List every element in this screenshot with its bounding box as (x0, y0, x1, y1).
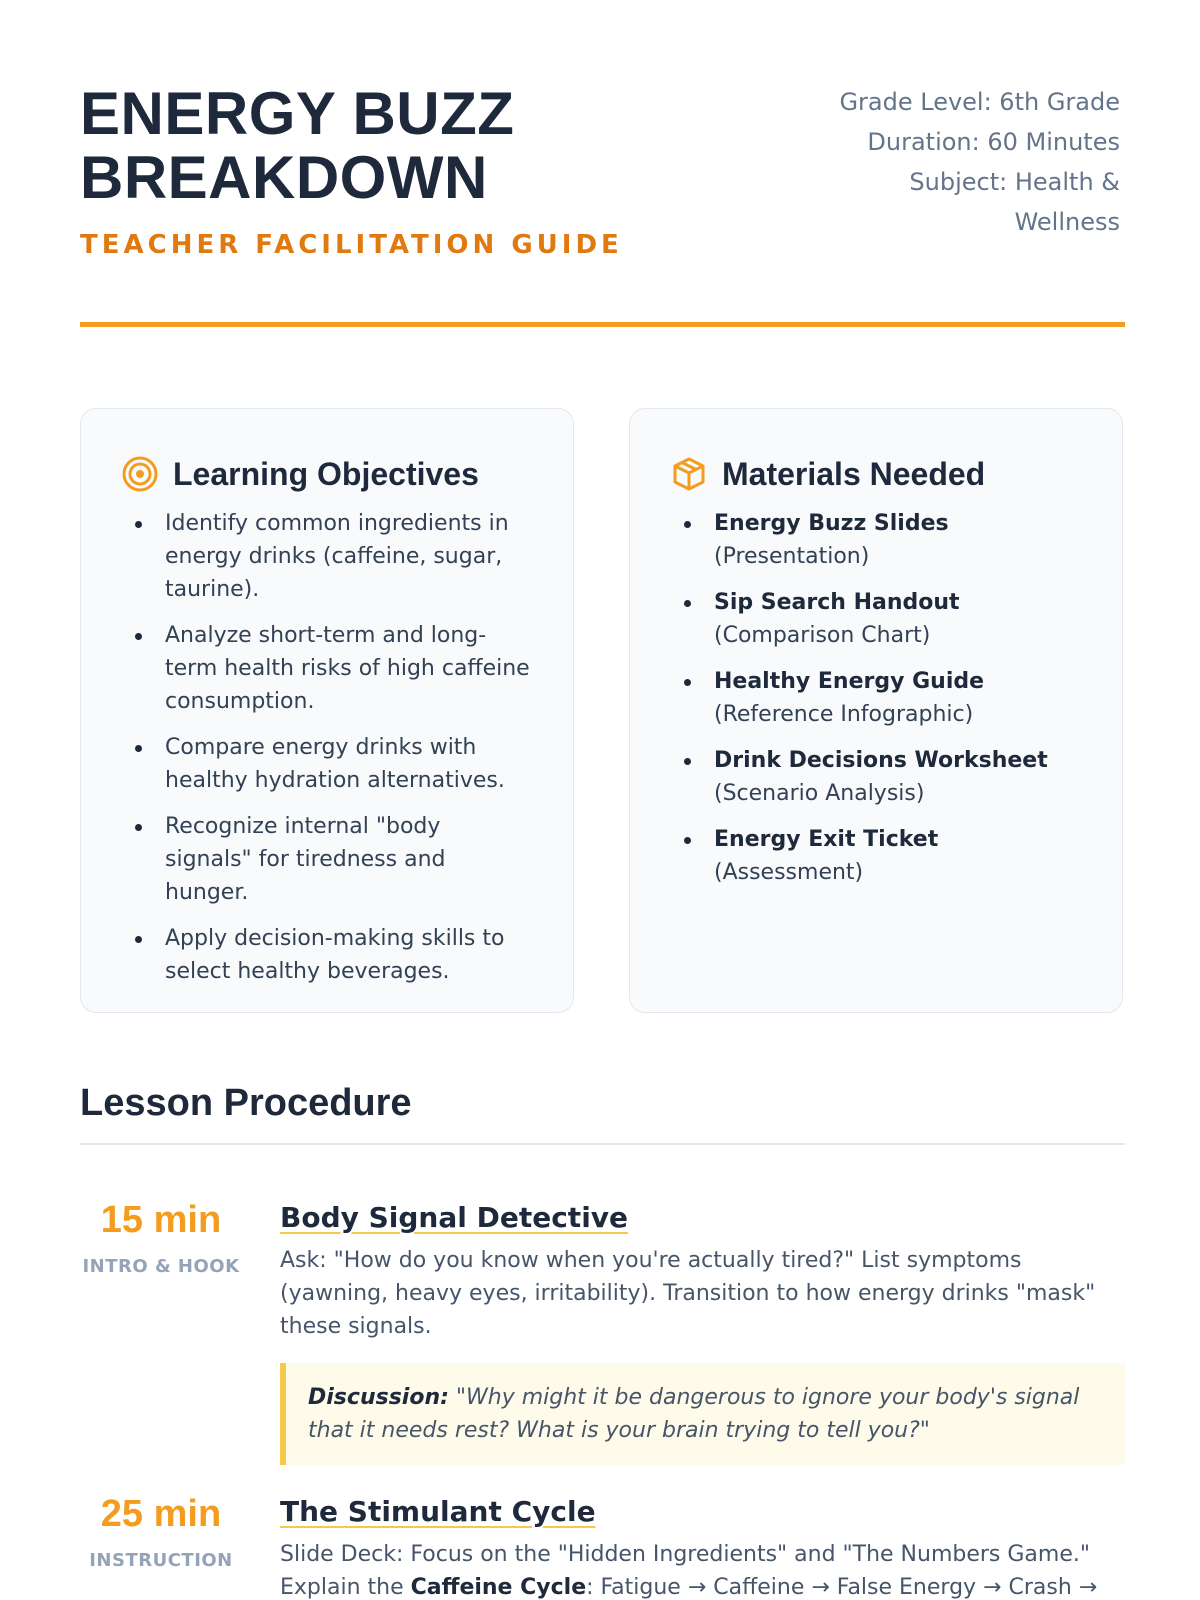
step-title: The Stimulant Cycle (280, 1495, 596, 1528)
material-name: Sip Search Handout (714, 590, 960, 615)
material-item (680, 665, 1082, 731)
material-name: Drink Decisions Worksheet (714, 748, 1048, 773)
objectives-header (121, 449, 533, 499)
material-note: (Reference Infographic) (714, 702, 974, 727)
material-name: Energy Exit Ticket (714, 827, 939, 852)
meta-grade: Grade Level: 6th Grade (839, 88, 1120, 116)
material-item (680, 744, 1082, 810)
header (80, 82, 1120, 332)
material-item (680, 823, 1082, 889)
objectives-card (80, 408, 574, 1013)
callout-text: "Why might it be dangerous to ignore your body's signal that it needs rest? What is your brain trying to tell you?" (308, 1385, 1080, 1443)
procedure-title: Lesson Procedure (80, 1082, 412, 1124)
objectives-title: Learning Objectives (173, 455, 479, 492)
discussion-callout (280, 1363, 1125, 1465)
objectives-list (121, 507, 533, 988)
material-name: Healthy Energy Guide (714, 669, 985, 694)
material-note: (Presentation) (714, 544, 870, 569)
material-name: Energy Buzz Slides (714, 511, 949, 536)
step-time (80, 1198, 242, 1277)
step-desc-pre: Slide Deck: Focus on the "Hidden Ingredients" and "The Numbers Game." Explain the (280, 1542, 1090, 1600)
header-divider (80, 322, 1125, 327)
objective-item: Analyze short-term and long-term health risks of high caffeine consumption. (131, 619, 533, 718)
objective-item: Compare energy drinks with healthy hydration alternatives. (131, 731, 533, 797)
step-phase: INTRO & HOOK (82, 1256, 240, 1277)
objective-item: Identify common ingredients in energy drinks (caffeine, sugar, taurine). (131, 507, 533, 606)
box-icon (670, 455, 708, 493)
step-time (80, 1492, 242, 1571)
step-desc-bold: Caffeine Cycle (410, 1575, 587, 1600)
materials-title: Materials Needed (722, 455, 986, 492)
objective-item: Apply decision-making skills to select healthy beverages. (131, 922, 533, 988)
step-title: Body Signal Detective (280, 1201, 629, 1234)
target-icon (121, 455, 159, 493)
meta-duration: Duration: 60 Minutes (867, 128, 1120, 156)
step-body (280, 1492, 1125, 1600)
material-item (680, 507, 1082, 573)
materials-header (670, 449, 1082, 499)
step-body (280, 1198, 1125, 1465)
lesson-meta (830, 82, 1120, 242)
page-subtitle: TEACHER FACILITATION GUIDE (80, 230, 623, 260)
step-description (280, 1538, 1125, 1600)
step-description: Ask: "How do you know when you're actually tired?" List symptoms (yawning, heavy eyes, irritability). Transition to how energy drinks "mask" these signals. (280, 1248, 1096, 1339)
procedure-divider (80, 1143, 1125, 1145)
meta-subject: Subject: Health & Wellness (909, 168, 1120, 236)
objective-item: Recognize internal "body signals" for tiredness and hunger. (131, 810, 533, 909)
material-item (680, 586, 1082, 652)
material-note: (Assessment) (714, 860, 864, 885)
page-title: ENERGY BUZZ BREAKDOWN (80, 80, 515, 211)
step-duration: 15 min (100, 1199, 222, 1241)
step-duration: 25 min (100, 1493, 222, 1535)
step-desc-post: : Fatigue → Caffeine → False Energy → Crash → (586, 1575, 1098, 1600)
material-note: (Comparison Chart) (714, 623, 931, 648)
callout-label: Discussion: (308, 1385, 449, 1410)
materials-card (629, 408, 1123, 1013)
material-note: (Scenario Analysis) (714, 781, 925, 806)
materials-list (670, 507, 1082, 889)
step-phase: INSTRUCTION (89, 1550, 233, 1571)
